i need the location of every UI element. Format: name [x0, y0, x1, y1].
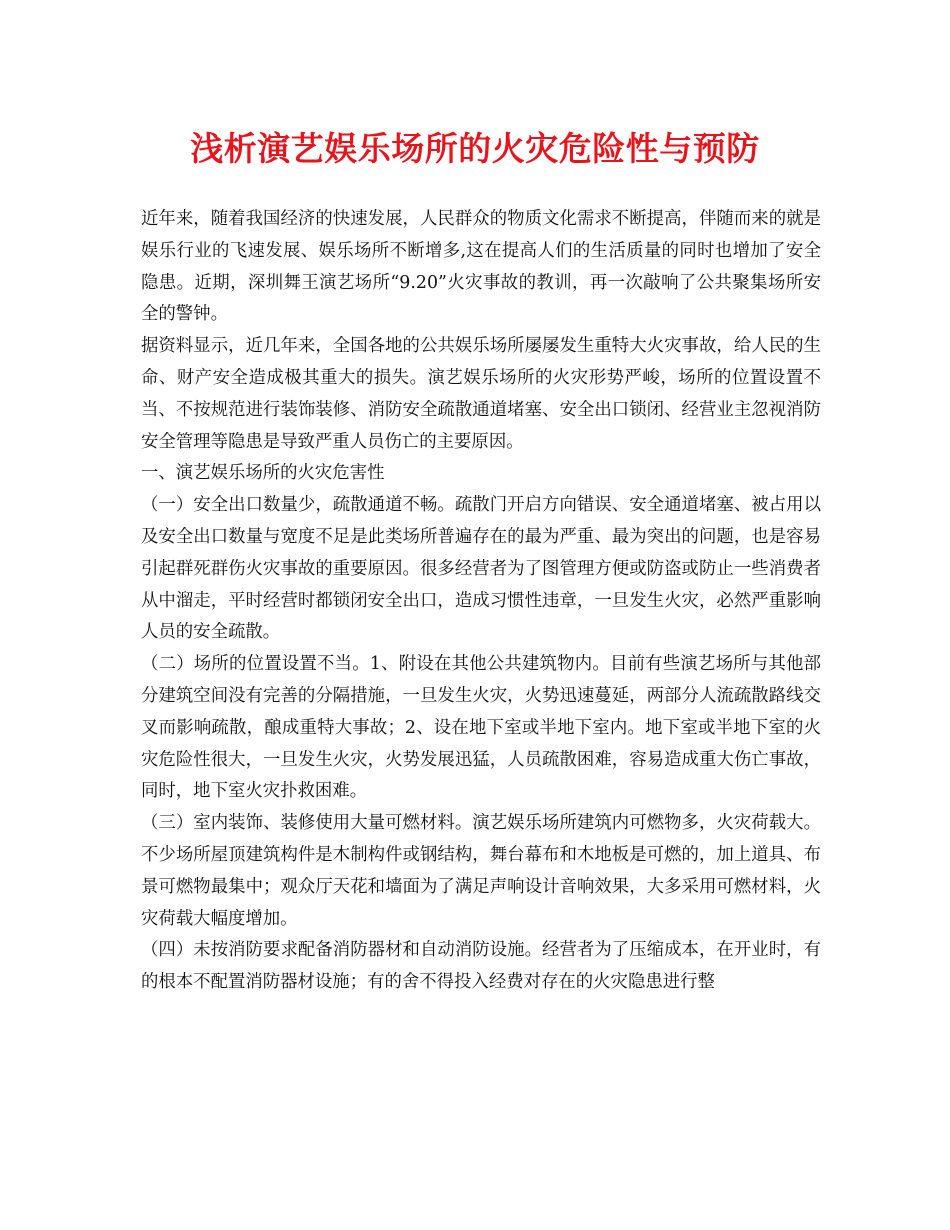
- paragraph-item-4: （四）未按消防要求配备消防器材和自动消防设施。经营者为了压缩成本，在开业时，有的根本不配置消防器材设施；有的舍不得投入经费对存在的火灾隐患进行整: [141, 940, 821, 993]
- paragraph-intro: 近年来，随着我国经济的快速发展，人民群众的物质文化需求不断提高，伴随而来的就是娱乐行业的飞速发展、娱乐场所不断增多,这在提高人们的生活质量的同时也增加了安全隐患。近期，深圳舞王演艺场所“9.20”火灾事故的教训，再一次敲响了公共聚集场所安全的警钟。: [141, 209, 821, 325]
- section-heading: 一、演艺娱乐场所的火灾危害性: [141, 463, 385, 484]
- paragraph-item-1: （一）安全出口数量少，疏散通道不畅。疏散门开启方向错误、安全通道堵塞、被占用以及安全出口数量与宽度不足是此类场所普遍存在的最为严重、最为突出的问题，也是容易引起群死群伤火灾事故的重要原因。很多经营者为了图管理方便或防盗或防止一些消费者从中溜走，平时经营时都锁闭安全出口，造成习惯性违章，一旦发生火灾，必然严重影响人员的安全疏散。: [141, 495, 821, 643]
- document-title: 浅析演艺娱乐场所的火灾危险性与预防: [190, 129, 760, 168]
- document-body: [141, 204, 821, 999]
- paragraph-item-3: （三）室内装饰、装修使用大量可燃材料。演艺娱乐场所建筑内可燃物多，火灾荷载大。不少场所屋顶建筑构件是木制构件或钢结构，舞台幕布和木地板是可燃的，加上道具、布景可燃物最集中；观众厅天花和墙面为了满足声响设计音响效果，大多采用可燃材料，火灾荷载大幅度增加。: [141, 813, 821, 929]
- paragraph-item-2: （二）场所的位置设置不当。1、附设在其他公共建筑物内。目前有些演艺场所与其他部分建筑空间没有完善的分隔措施，一旦发生火灾，火势迅速蔓延，两部分人流疏散路线交叉而影响疏散，酿成重特大事故；2、设在地下室或半地下室内。地下室或半地下室的火灾危险性很大，一旦发生火灾，火势发展迅猛，人员疏散困难，容易造成重大伤亡事故，同时，地下室火灾扑救困难。: [141, 654, 821, 802]
- paragraph-statistics: 据资料显示，近几年来，全国各地的公共娱乐场所屡屡发生重特大火灾事故，给人民的生命、财产安全造成极其重大的损失。演艺娱乐场所的火灾形势严峻，场所的位置设置不当、不按规范进行装饰装修、消防安全疏散通道堵塞、安全出口锁闭、经营业主忽视消防安全管理等隐患是导致严重人员伤亡的主要原因。: [141, 336, 821, 452]
